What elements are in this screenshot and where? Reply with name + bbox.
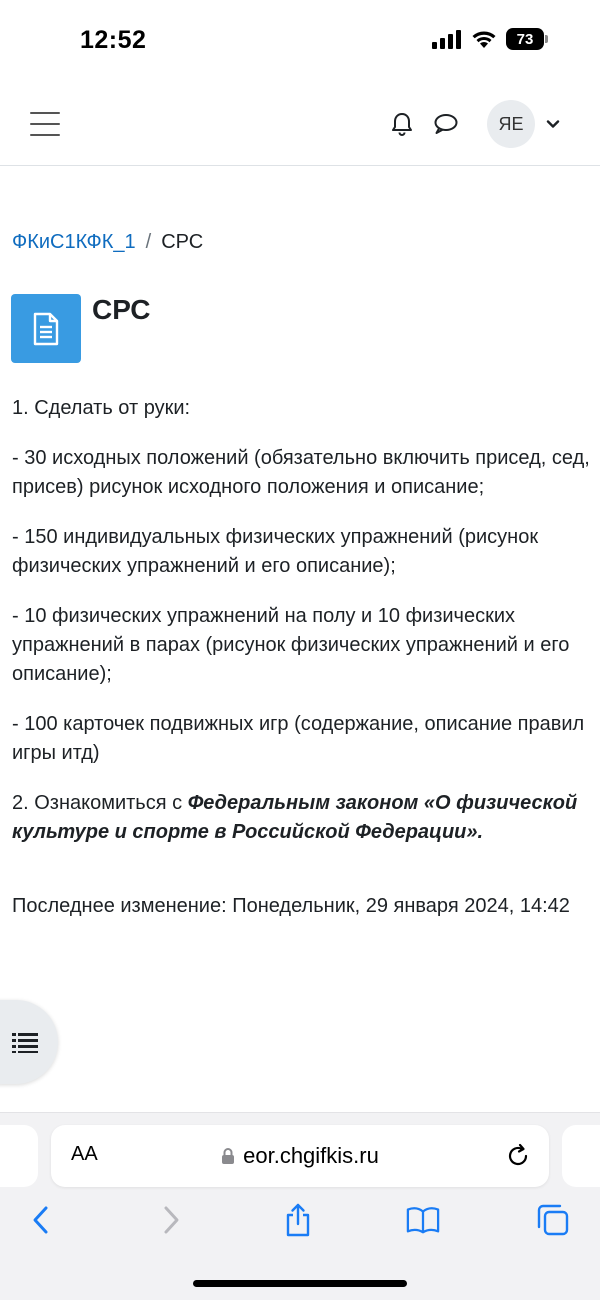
page-content	[12, 394, 590, 942]
content-paragraph: 1. Сделать от руки:	[12, 397, 191, 419]
status-icons	[432, 28, 548, 50]
battery-indicator	[506, 28, 548, 50]
reload-icon[interactable]	[505, 1143, 531, 1169]
lock-icon	[221, 1147, 235, 1165]
page-icon	[11, 294, 81, 363]
forward-icon[interactable]	[154, 1203, 188, 1237]
breadcrumb-course-link[interactable]: ФКиС1КФК_1	[12, 231, 136, 253]
last-modified: Последнее изменение: Понедельник, 29 января 2024, 14:42	[12, 895, 570, 917]
content-paragraph: - 30 исходных положений (обязательно включить присед, сед, присев) рисунок исходного положения и описание;	[12, 447, 590, 498]
status-time: 12:52	[80, 26, 147, 54]
top-navbar	[0, 80, 600, 166]
bookmarks-icon[interactable]	[406, 1203, 440, 1237]
law-suffix: .	[477, 821, 484, 843]
text-size-button[interactable]: AA	[71, 1143, 98, 1165]
browser-nav-toolbar	[0, 1203, 600, 1243]
breadcrumb-current: СРС	[161, 231, 204, 253]
back-icon[interactable]	[24, 1203, 58, 1237]
address-bar[interactable]	[51, 1125, 549, 1187]
law-prefix: 2. Ознакомиться с	[12, 792, 188, 814]
url-display[interactable]	[51, 1143, 549, 1169]
signal-icon	[432, 29, 462, 49]
list-icon	[12, 1031, 38, 1053]
status-bar	[0, 0, 600, 80]
content-paragraph: - 150 индивидуальных физических упражнений (рисунок физических упражнений и его описание);	[12, 526, 539, 577]
content-paragraph: - 10 физических упражнений на полу и 10 физических упражнений в парах (рисунок физических упражнений и его описание);	[12, 605, 570, 685]
bell-icon[interactable]	[388, 110, 416, 138]
menu-icon[interactable]	[30, 112, 60, 136]
page-title: СРС	[92, 294, 151, 325]
wifi-icon	[470, 29, 498, 49]
chat-icon[interactable]	[432, 110, 460, 138]
url-text: eor.chgifkis.ru	[243, 1143, 379, 1168]
breadcrumb	[12, 231, 203, 254]
previous-tab-card[interactable]	[0, 1125, 38, 1187]
tabs-icon[interactable]	[536, 1203, 570, 1237]
browser-toolbar	[0, 1112, 600, 1300]
home-indicator	[193, 1280, 407, 1287]
avatar[interactable]: ЯЕ	[487, 100, 535, 148]
breadcrumb-separator: /	[145, 231, 152, 253]
content-paragraph-law	[12, 789, 590, 847]
course-index-button[interactable]	[0, 1000, 58, 1084]
content-paragraph: - 100 карточек подвижных игр (содержание, описание правил игры итд)	[12, 713, 585, 764]
battery-level: 73	[506, 28, 544, 50]
chevron-down-icon[interactable]	[545, 116, 561, 132]
share-icon[interactable]	[281, 1203, 315, 1237]
law-title: Федеральным законом «О физической культуре и спорте в Российской Федерации»	[12, 792, 578, 843]
next-tab-card[interactable]	[562, 1125, 600, 1187]
